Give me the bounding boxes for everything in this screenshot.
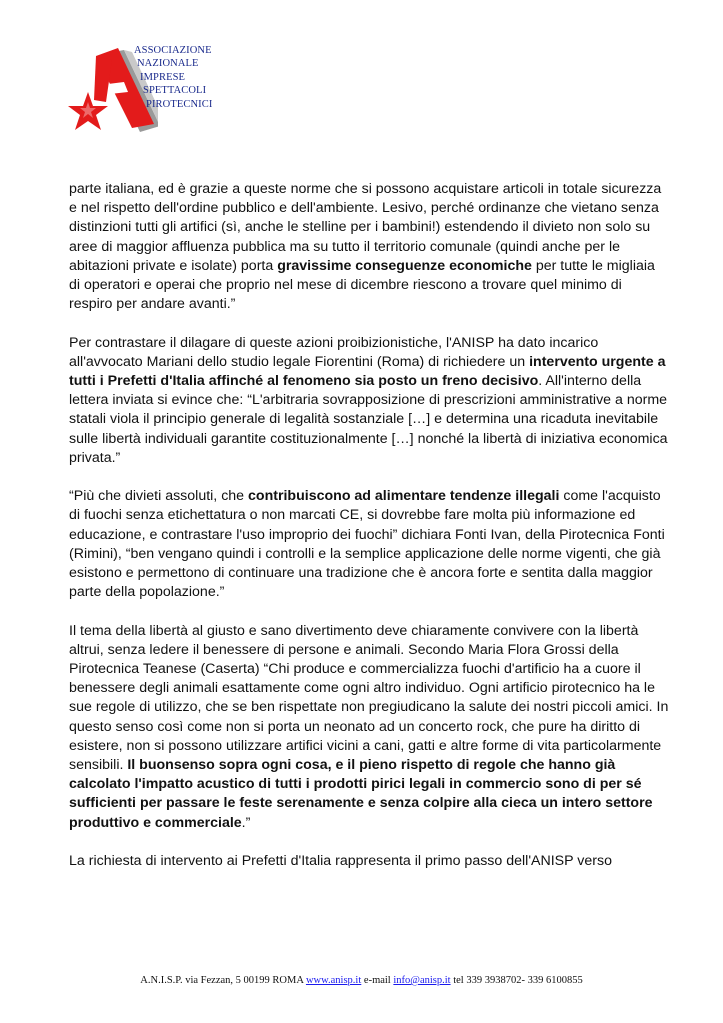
bold-text-run: contribuiscono ad alimentare tendenze illegali: [248, 488, 560, 505]
paragraph: [69, 622, 669, 833]
logo-line: PIROTECNICI: [146, 98, 213, 110]
text-run: La richiesta di intervento ai Prefetti d'Italia rappresenta il primo passo dell'ANISP verso: [69, 853, 612, 870]
bold-text-run: Il buonsenso sopra ogni cosa, e il pieno rispetto di regole che hanno già calcolato l'impatto acustico di tutti i prodotti pirici legali in commercio sono di per sé sufficienti per passare le feste serenamente e senza colpire alla cieca un intero settore produttivo e commerciale: [69, 757, 653, 831]
bold-text-run: intervento urgente a tutti i Prefetti d'Italia affinché al fenomeno sia posto un freno decisivo: [69, 353, 666, 390]
text-run: per tutte le migliaia di operatori e operai che proprio nel mese di dicembre riescono a trovare quel minimo di respiro per andare avanti.”: [69, 257, 655, 313]
text-run: Il tema della libertà al giusto e sano divertimento deve chiaramente convivere con la libertà altrui, senza ledere il benessere di persone e animali. Secondo Maria Flora Grossi della Pirotecnica Teanese (Caserta) “Chi produce e commercializza fuochi d'artificio ha a cuore il benessere degli animali esattamente come ogni altro individuo. Ogni artificio pirotecnico ha le sue regole di utilizzo, che se ben rispettate non pregiudicano la salute dei nostri piccoli amici. In questo senso così come non si porta un neonato ad un concerto rock, che pure ha diritto di esistere, non si possono utilizzare artifici vicini a cani, gatti e altre forme di vita particolarmente sensibili.: [69, 622, 669, 774]
anisp-logo: [68, 40, 238, 140]
paragraph: [69, 487, 669, 602]
text-run: . All'interno della lettera inviata si evince che: “L'arbitraria sovrapposizione di prescrizioni amministrative a norme statali viola il principio generale di legalità sostanziale […] e determina una ricaduta inevitabile sulle libertà individuali garantite costituzionalmente […] nonché la libertà di iniziativa economica privata.”: [69, 373, 668, 466]
email-link[interactable]: info@anisp.it: [393, 975, 451, 986]
text-run: come l'acquisto di fuochi senza etichettatura o non marcati CE, si dovrebbe fare molta più informazione ed educazione, e contrastare l'uso improprio dei fuochi” dichiara Fonti Ivan, della Pirotecnica Fonti (Rimini), “ben vengano quindi i controlli e la semplice applicazione delle norme vigenti, che già esistono e permettono di continuare una tradizione che è ancora forte e sentita dalla maggior parte della popolazione.”: [69, 488, 665, 601]
text-run: .”: [241, 814, 251, 831]
logo-line: ASSOCIAZIONE: [134, 45, 212, 56]
text-run: Per contrastare il dilagare di queste azioni proibizionistiche, l'ANISP ha dato incarico all'avvocato Mariani dello studio legale Fiorentini (Roma) di richiedere un: [69, 334, 599, 370]
text-run: “Più che divieti assoluti, che: [69, 488, 249, 505]
logo-line: NAZIONALE: [137, 58, 199, 70]
paragraph: [69, 180, 669, 314]
website-link[interactable]: www.anisp.it: [305, 975, 362, 986]
paragraph: [69, 334, 669, 468]
email-label: e-mail: [363, 975, 394, 986]
bold-text-run: gravissime conseguenze economiche: [277, 257, 532, 274]
letter-body: [69, 180, 669, 890]
paragraph: [69, 852, 669, 871]
logo-line: SPETTACOLI: [143, 85, 207, 97]
association-name: [134, 44, 212, 111]
letterhead-footer: [0, 975, 723, 986]
logo-line: IMPRESE: [140, 71, 186, 83]
footer-address: A.N.I.S.P. via Fezzan, 5 00199 ROMA: [140, 975, 306, 986]
footer-phones: tel 339 3938702- 339 6100855: [453, 975, 583, 986]
text-run: parte italiana, ed è grazie a queste norme che si possono acquistare articoli in totale sicurezza e nel rispetto dell'ordine pubblico e dell'ambiente. Lesivo, perché ordinanze che vietano senza distinzioni tutti gli artifici (sì, anche le stelline per i bambini!) estendendo il divieto non solo su aree di maggior affluenza pubblica ma su tutto il territorio comunale (quindi anche per le abitazioni private e isolate) porta: [69, 181, 662, 274]
